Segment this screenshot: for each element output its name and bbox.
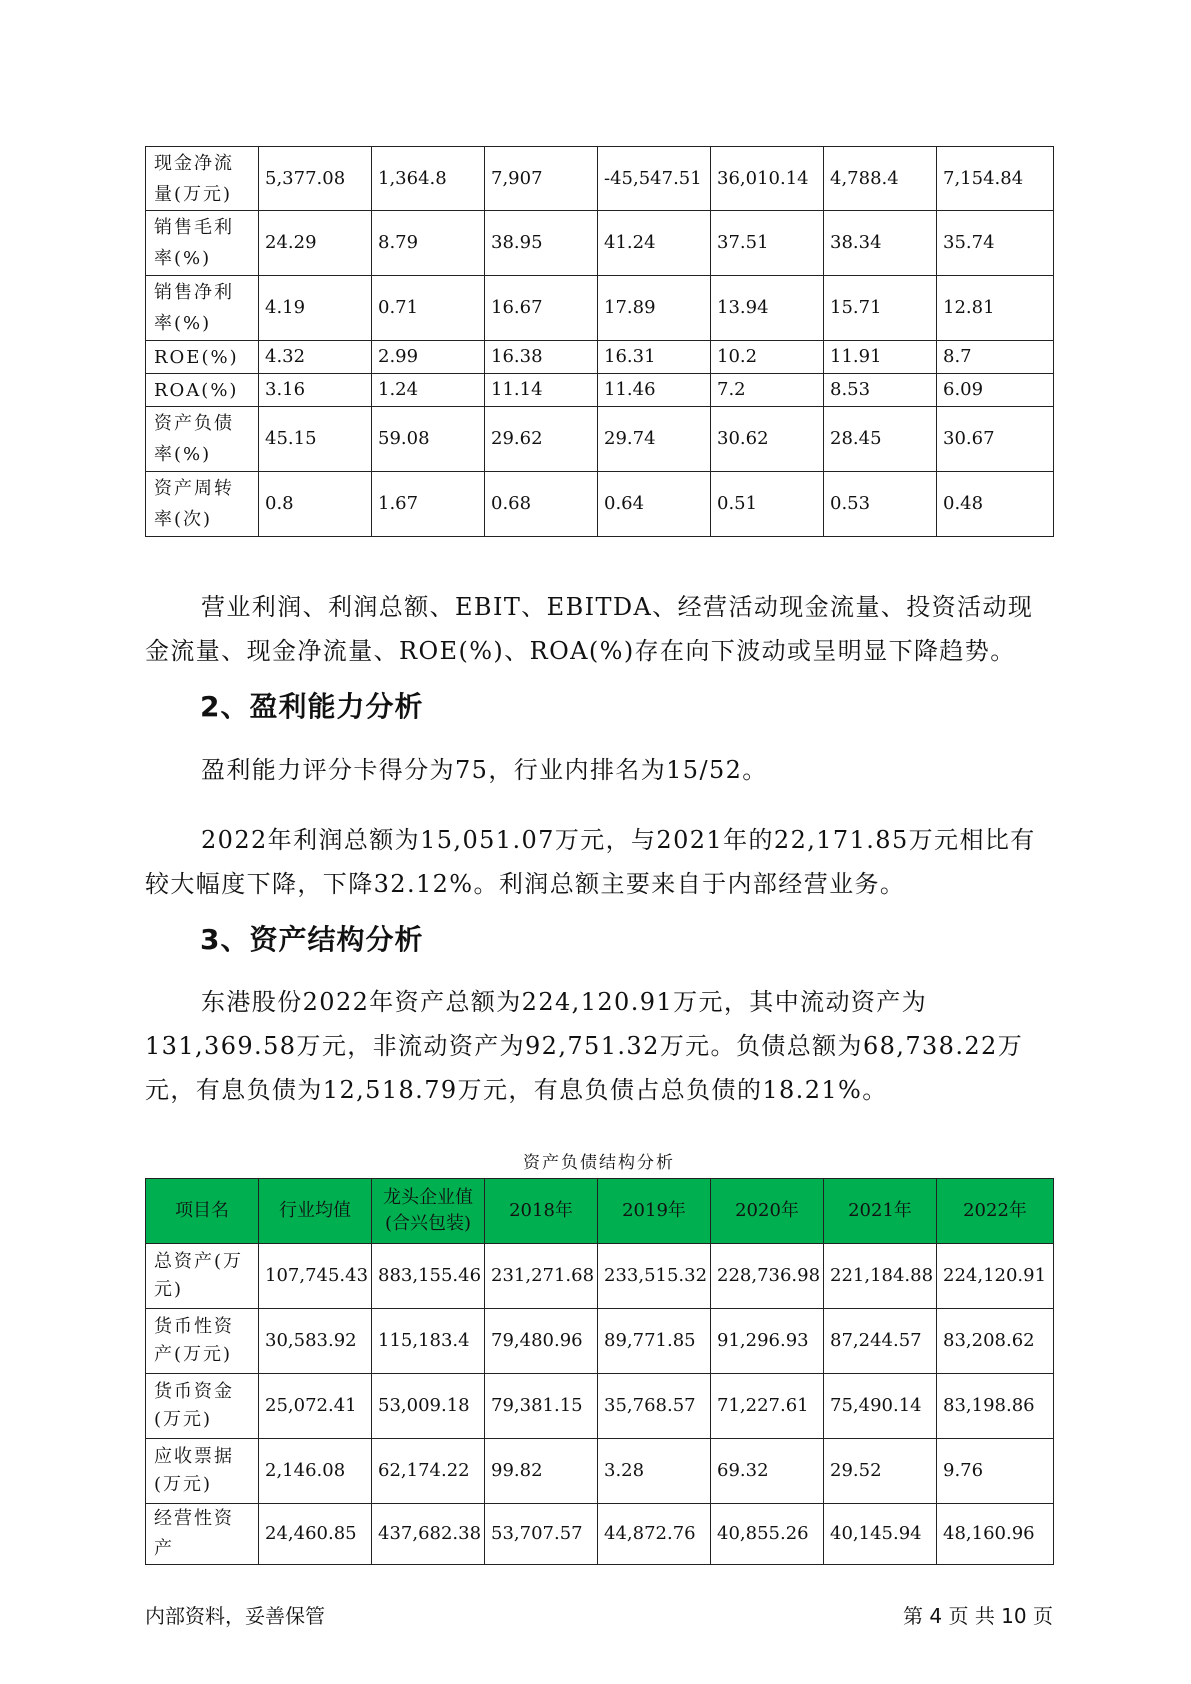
row-label: ROA(%) [146, 374, 259, 407]
section-heading-asset-structure: 3、资产结构分析 [200, 923, 424, 956]
table-header-row [146, 1179, 1054, 1244]
table-cell: 13.94 [711, 276, 824, 341]
table-cell: 24.29 [259, 211, 372, 276]
table-cell: 16.38 [485, 341, 598, 374]
trend-paragraph: 营业利润、利润总额、EBIT、EBITDA、经营活动现金流量、投资活动现金流量、现金净流量、ROE(%)、ROA(%)存在向下波动或呈明显下降趋势。 [145, 593, 1034, 665]
table-cell: 4.19 [259, 276, 372, 341]
table-cell: 0.48 [937, 472, 1054, 537]
table-cell: 0.71 [372, 276, 485, 341]
table-cell: 25,072.41 [259, 1374, 372, 1439]
table-cell: 62,174.22 [372, 1439, 485, 1504]
row-label: 货币资金(万元) [146, 1374, 259, 1439]
table-row [146, 1439, 1054, 1504]
row-label: 销售净利率(%) [146, 276, 259, 341]
table-row [146, 407, 1054, 472]
table-cell: 2,146.08 [259, 1439, 372, 1504]
table-cell: 89,771.85 [598, 1309, 711, 1374]
table-cell: 99.82 [485, 1439, 598, 1504]
profitability-score-paragraph: 盈利能力评分卡得分为75，行业内排名为15/52。 [201, 756, 768, 784]
table-cell: 231,271.68 [485, 1244, 598, 1309]
table-cell: 44,872.76 [598, 1504, 711, 1565]
row-label: 资产负债率(%) [146, 407, 259, 472]
table-row [146, 1244, 1054, 1309]
table-cell: 30.62 [711, 407, 824, 472]
table-cell: 0.64 [598, 472, 711, 537]
table-cell: 30,583.92 [259, 1309, 372, 1374]
table-cell: 59.08 [372, 407, 485, 472]
table-cell: 11.14 [485, 374, 598, 407]
table-cell: 6.09 [937, 374, 1054, 407]
table-cell: 87,244.57 [824, 1309, 937, 1374]
footer-page-number: 第 4 页 共 10 页 [903, 1604, 1053, 1628]
table-cell: 11.91 [824, 341, 937, 374]
column-header: 2021年 [824, 1179, 937, 1244]
table-cell: 7,907 [485, 147, 598, 211]
table-cell: 83,198.86 [937, 1374, 1054, 1439]
table-cell: 115,183.4 [372, 1309, 485, 1374]
column-header: 2020年 [711, 1179, 824, 1244]
table-cell: 16.67 [485, 276, 598, 341]
table-cell: 437,682.38 [372, 1504, 485, 1565]
row-label: ROE(%) [146, 341, 259, 374]
table-cell: 79,381.15 [485, 1374, 598, 1439]
asset-structure-paragraph: 东港股份2022年资产总额为224,120.91万元，其中流动资产为131,369.58万元，非流动资产为92,751.32万元。负债总额为68,738.22万元，有息负债为12,518.79万元，有息负债占总负债的18.21%。 [145, 988, 1024, 1104]
table-row [146, 341, 1054, 374]
table-cell: 30.67 [937, 407, 1054, 472]
profit-total-paragraph: 2022年利润总额为15,051.07万元，与2021年的22,171.85万元相比有较大幅度下降，下降32.12%。利润总额主要来自于内部经营业务。 [145, 826, 1036, 898]
table-cell: 221,184.88 [824, 1244, 937, 1309]
table-cell: 2.99 [372, 341, 485, 374]
table-cell: 37.51 [711, 211, 824, 276]
row-label: 应收票据(万元) [146, 1439, 259, 1504]
table-cell: 0.8 [259, 472, 372, 537]
table-cell: 9.76 [937, 1439, 1054, 1504]
table-row [146, 472, 1054, 537]
table-row [146, 276, 1054, 341]
table-cell: 41.24 [598, 211, 711, 276]
table-cell: 53,009.18 [372, 1374, 485, 1439]
table-cell: 91,296.93 [711, 1309, 824, 1374]
table-cell: 79,480.96 [485, 1309, 598, 1374]
section-heading-profitability: 2、盈利能力分析 [200, 690, 424, 723]
column-header: 2018年 [485, 1179, 598, 1244]
table-row [146, 1504, 1054, 1565]
asset-liability-structure-table [145, 1178, 1054, 1565]
table-cell: 29.74 [598, 407, 711, 472]
table-cell: 28.45 [824, 407, 937, 472]
table-cell: 17.89 [598, 276, 711, 341]
column-header: 2019年 [598, 1179, 711, 1244]
table-cell: 7,154.84 [937, 147, 1054, 211]
table-cell: 883,155.46 [372, 1244, 485, 1309]
row-label: 经营性资产 [146, 1504, 259, 1565]
table-cell: 0.53 [824, 472, 937, 537]
table-cell: 40,145.94 [824, 1504, 937, 1565]
table-cell: 38.34 [824, 211, 937, 276]
table-cell: 83,208.62 [937, 1309, 1054, 1374]
footer-confidential-note: 内部资料，妥善保管 [145, 1604, 325, 1628]
table-row [146, 1374, 1054, 1439]
row-label: 资产周转率(次) [146, 472, 259, 537]
table-cell: 1.67 [372, 472, 485, 537]
table-cell: 48,160.96 [937, 1504, 1054, 1565]
table-cell: 69.32 [711, 1439, 824, 1504]
table-cell: 24,460.85 [259, 1504, 372, 1565]
table-cell: 16.31 [598, 341, 711, 374]
financial-indicators-table [145, 146, 1054, 537]
table-cell: 107,745.43 [259, 1244, 372, 1309]
column-header: 2022年 [937, 1179, 1054, 1244]
table-cell: 4,788.4 [824, 147, 937, 211]
table-cell: 5,377.08 [259, 147, 372, 211]
table-cell: 29.62 [485, 407, 598, 472]
table-cell: 8.53 [824, 374, 937, 407]
table-cell: 36,010.14 [711, 147, 824, 211]
table-cell: 233,515.32 [598, 1244, 711, 1309]
table-cell: -45,547.51 [598, 147, 711, 211]
table-cell: 40,855.26 [711, 1504, 824, 1565]
table-row [146, 211, 1054, 276]
table-cell: 35.74 [937, 211, 1054, 276]
table-cell: 0.51 [711, 472, 824, 537]
table-cell: 12.81 [937, 276, 1054, 341]
table-cell: 4.32 [259, 341, 372, 374]
table-cell: 1,364.8 [372, 147, 485, 211]
table-row [146, 147, 1054, 211]
table-cell: 15.71 [824, 276, 937, 341]
table-cell: 38.95 [485, 211, 598, 276]
column-header: 行业均值 [259, 1179, 372, 1244]
row-label: 货币性资产(万元) [146, 1309, 259, 1374]
table-cell: 75,490.14 [824, 1374, 937, 1439]
table-row [146, 1309, 1054, 1374]
table-cell: 8.79 [372, 211, 485, 276]
table-cell: 1.24 [372, 374, 485, 407]
row-label: 总资产(万元) [146, 1244, 259, 1309]
table-cell: 29.52 [824, 1439, 937, 1504]
table-cell: 7.2 [711, 374, 824, 407]
row-label: 销售毛利率(%) [146, 211, 259, 276]
table-cell: 45.15 [259, 407, 372, 472]
table-cell: 35,768.57 [598, 1374, 711, 1439]
table-cell: 3.28 [598, 1439, 711, 1504]
row-label: 现金净流量(万元) [146, 147, 259, 211]
table-cell: 53,707.57 [485, 1504, 598, 1565]
table-cell: 3.16 [259, 374, 372, 407]
column-header: 龙头企业值(合兴包装) [372, 1179, 485, 1244]
table-cell: 10.2 [711, 341, 824, 374]
table-cell: 11.46 [598, 374, 711, 407]
table-cell: 0.68 [485, 472, 598, 537]
column-header: 项目名 [146, 1179, 259, 1244]
table-cell: 228,736.98 [711, 1244, 824, 1309]
table-caption: 资产负债结构分析 [523, 1153, 675, 1173]
table-cell: 71,227.61 [711, 1374, 824, 1439]
table-cell: 8.7 [937, 341, 1054, 374]
table-row [146, 374, 1054, 407]
table-cell: 224,120.91 [937, 1244, 1054, 1309]
